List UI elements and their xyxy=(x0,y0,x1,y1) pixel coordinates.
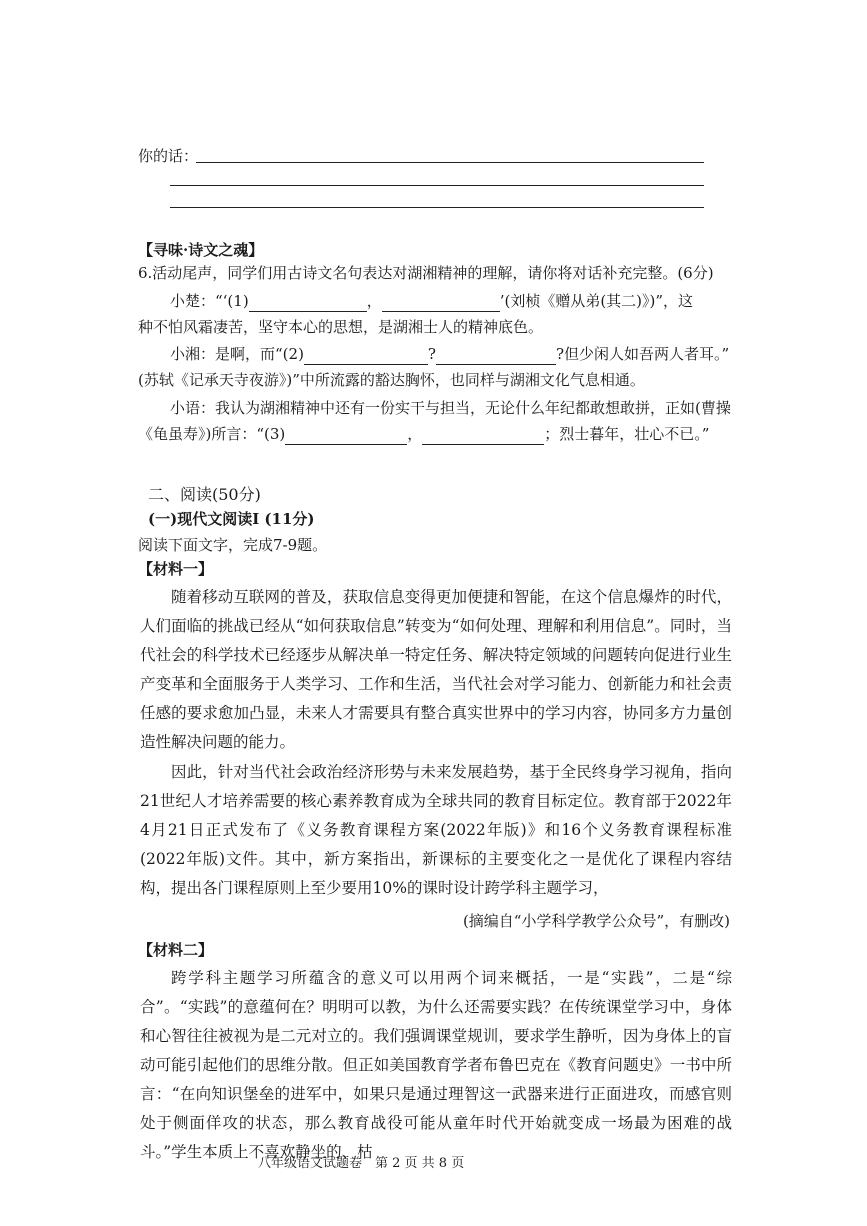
material-1-paragraph-1: 随着移动互联网的普及，获取信息变得更加便捷和智能，在这个信息爆炸的时代，人们面临的挑战已经从“如何获取信息”转变为“如何处理、理解和利用信息”。同时，当代社会的科学技术已经逐步从解决单一特定任务、解决特定领域的问题转向促进行业生产变革和全面服务于人类学习、工作和生活，当代社会对学习能力、创新能力和社会责任感的要求愈加凸显，未来人才需要具有整合真实世界中的学习内容，协同多方力量创造性解决问题的能力。 xyxy=(140,588,732,751)
blank-1a[interactable] xyxy=(249,295,367,312)
dialogue-xiang-line1: 小湘：是啊，而“(2) ? ?但少闲人如吾两人者耳。” xyxy=(170,345,730,363)
dialogue-yu-line2: 《龟虽寿》)所言：“(3) ， ；烈士暮年，壮心不已。” xyxy=(138,425,710,443)
page-footer: 八年级语文试题卷 第 2 页 共 8 页 xyxy=(258,1156,465,1171)
answer-line-1[interactable] xyxy=(196,162,704,163)
answer-line-3[interactable] xyxy=(170,207,704,208)
blank-2a[interactable] xyxy=(304,348,428,365)
your-words-label: 你的话： xyxy=(138,147,199,165)
section-heading-poetry: 【寻味·诗文之魂】 xyxy=(138,241,264,259)
dialogue-chu-line2: 种不怕风霜凄苦，坚守本心的思想，是湖湘士人的精神底色。 xyxy=(138,318,544,336)
material-2-label: 【材料二】 xyxy=(138,941,214,959)
material-1-paragraph-2: 因此，针对当代社会政治经济形势与未来发展趋势，基于全民终身学习视角，指向21世纪人才培养需要的核心素养教育成为全球共同的教育目标定位。教育部于2022年4月21日正式发布了《义务教育课程方案(2022年版)》和16个义务教育课程标准(2022年版)文件。其中，新方案指出，新课标的主要变化之一是优化了课程内容结构，提出各门课程原则上至少要用10%的课时设计跨学科主题学习， xyxy=(140,763,732,897)
reading-instruction: 阅读下面文字，完成7-9题。 xyxy=(138,536,328,554)
blank-3a[interactable] xyxy=(285,428,407,445)
material-1-source: (摘编自“小学科学教学公众号”，有删改) xyxy=(462,912,730,930)
blank-1b[interactable] xyxy=(382,295,500,312)
blank-2b[interactable] xyxy=(436,348,556,365)
blank-3b[interactable] xyxy=(422,428,544,445)
dialogue-chu-line1: 小楚：“‘(1) ， ’(刘桢《赠从弟(其二)》)”，这 xyxy=(170,292,694,310)
section-heading-reading: 二、阅读(50分) xyxy=(148,485,261,504)
dialogue-yu-line1: 小语：我认为湖湘精神中还有一份实干与担当，无论什么年纪都敢想敢拼，正如(曹操 xyxy=(170,399,731,417)
answer-line-2[interactable] xyxy=(170,185,704,186)
question-6: 6.活动尾声，同学们用古诗文名句表达对湖湘精神的理解，请你将对话补充完整。(6分) xyxy=(138,264,714,282)
subsection-modern-reading: (一)现代文阅读Ⅰ (11分) xyxy=(148,510,315,528)
material-1-label: 【材料一】 xyxy=(138,560,214,578)
dialogue-xiang-line2: (苏轼《记承天寺夜游》)”中所流露的豁达胸怀，也同样与湖湘文化气息相通。 xyxy=(138,371,645,389)
material-2-paragraph-1: 跨学科主题学习所蕴含的意义可以用两个词来概括，一是“实践”，二是“综合”。“实践”的意蕴何在？明明可以教，为什么还需要实践？在传统课堂学习中，身体和心智往往被视为是二元对立的。我们强调课堂规训，要求学生静听，因为身体上的盲动可能引起他们的思维分散。但正如美国教育学者布鲁巴克在《教育问题史》一书中所言：“在向知识堡垒的进军中，如果只是通过理智这一武器来进行正面进攻，而感官则处于侧面佯攻的状态，那么教育战役可能从童年时代开始就变成一场最为困难的战斗。”学生本质上不喜欢静坐的、枯 xyxy=(140,969,732,1161)
